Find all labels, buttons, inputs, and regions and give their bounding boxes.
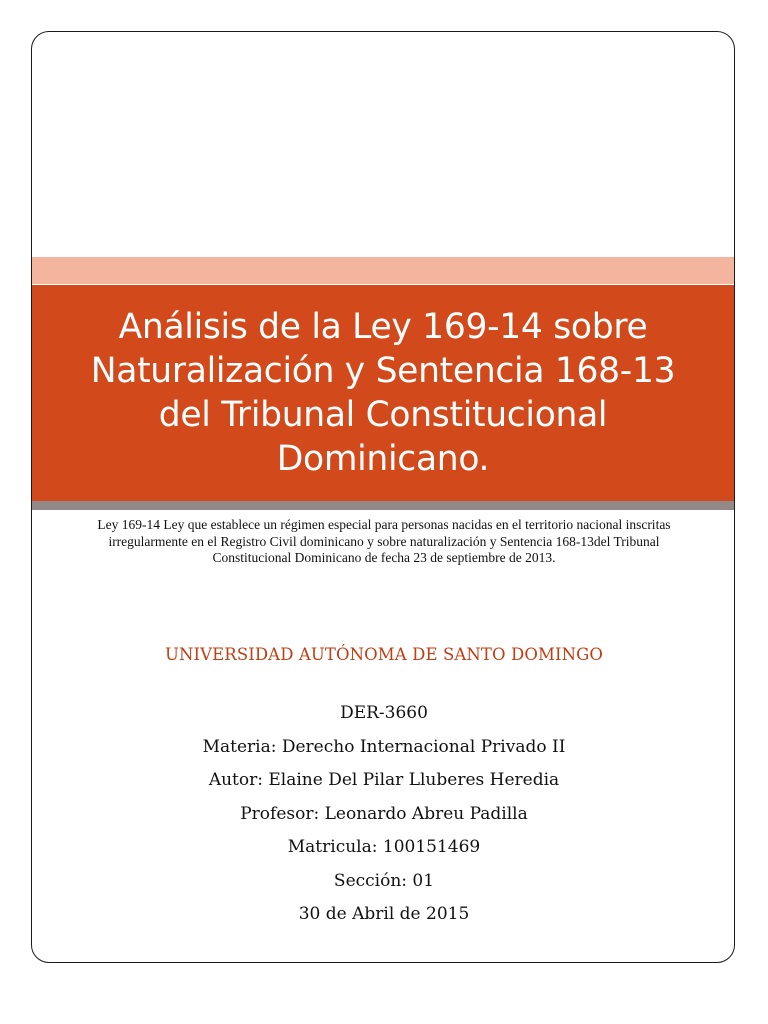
subtitle-line: Constitucional Dominicano de fecha 23 de septiembre de 2013. bbox=[212, 550, 556, 565]
author-line: Autor: Elaine Del Pilar Lluberes Heredia bbox=[208, 770, 560, 790]
university-name: UNIVERSIDAD AUTÓNOMA DE SANTO DOMINGO bbox=[164, 645, 604, 664]
document-subtitle bbox=[40, 517, 728, 567]
title-line: Naturalización y Sentencia 168-13 bbox=[90, 351, 676, 391]
title-line: del Tribunal Constitucional bbox=[158, 395, 608, 435]
course-code: DER-3660 bbox=[340, 703, 428, 723]
title-line: Análisis de la Ley 169-14 sobre bbox=[118, 307, 648, 347]
title-band bbox=[32, 285, 734, 501]
subtitle-line: Ley 169-14 Ley que establece un régimen especial para personas nacidas en el territorio nacional inscritas bbox=[97, 517, 671, 532]
enrollment-line: Matricula: 100151469 bbox=[287, 837, 481, 857]
subject-line: Materia: Derecho Internacional Privado II bbox=[202, 736, 566, 757]
professor-line: Profesor: Leonardo Abreu Padilla bbox=[240, 803, 528, 824]
document-details bbox=[40, 697, 728, 932]
subtitle-line: irregularmente en el Registro Civil dominicano y sobre naturalización y Sentencia 168-13del Tribunal bbox=[108, 533, 660, 549]
section-line: Sección: 01 bbox=[333, 870, 435, 891]
title-band-top-accent bbox=[32, 257, 734, 284]
date-line: 30 de Abril de 2015 bbox=[298, 904, 470, 924]
title-line: Dominicano. bbox=[276, 439, 490, 479]
title-band-bottom-divider bbox=[32, 501, 734, 510]
document-title bbox=[38, 305, 728, 481]
